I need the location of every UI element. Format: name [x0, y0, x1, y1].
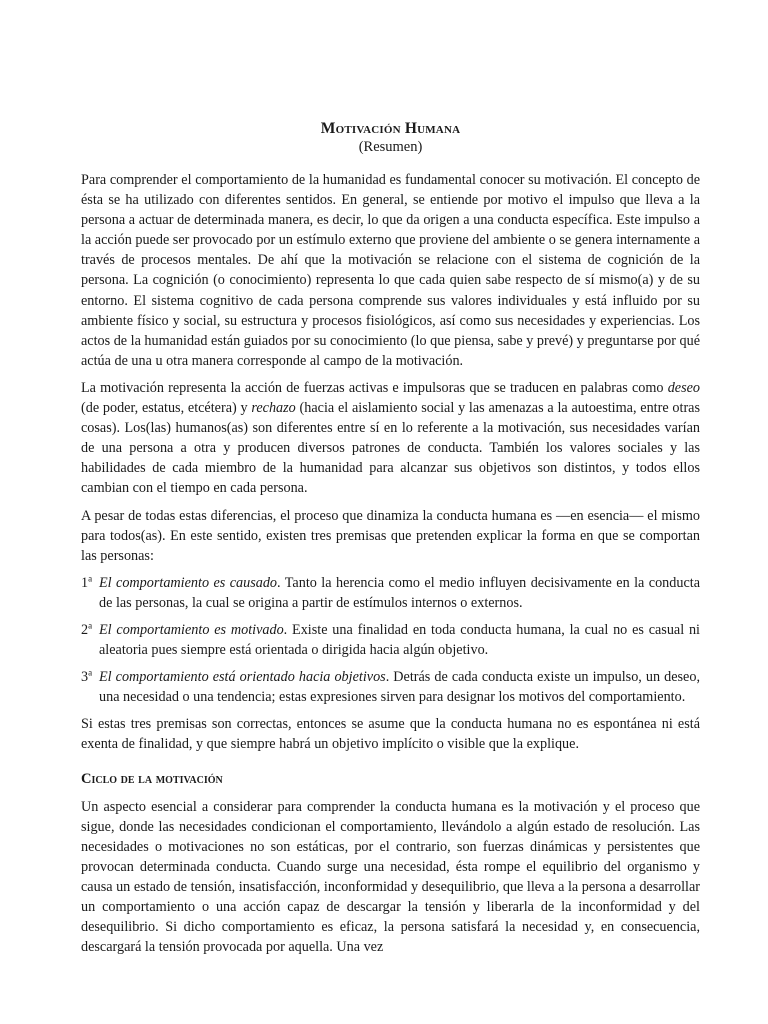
text-run: La motivación representa la acción de fuerzas activas e impulsoras que se traducen en palabras como: [81, 379, 668, 396]
premise-emphasis: El comportamiento está orientado hacia objetivos: [99, 669, 386, 686]
paragraph-forces: [81, 378, 700, 499]
premise-num-ordinal: a: [88, 667, 93, 678]
document-title: Motivación Humana: [320, 120, 461, 137]
text-run: (de poder, estatus, etcétera) y: [81, 400, 252, 417]
premise-emphasis: El comportamiento es causado: [99, 574, 278, 591]
paragraph-premises-intro: A pesar de todas estas diferencias, el proceso que dinamiza la conducta humana es —en esencia— el mismo para todos(as). En este sentido, existen tres premisas que pretenden explicar la forma en que se comportan las personas:: [81, 507, 700, 564]
premise-item-3: [81, 667, 700, 707]
premise-text: [99, 573, 700, 613]
premise-description: . Tanto la herencia como el medio influyen decisivamente en la conducta de las personas, la cual se origina a partir de estímulos internos o externos.: [99, 574, 700, 611]
emphasis-deseo: deseo: [667, 379, 700, 396]
premise-text: [99, 620, 700, 660]
premise-num-ordinal: a: [88, 620, 93, 631]
emphasis-rechazo: rechazo: [251, 400, 296, 417]
paragraph-conclusion: Si estas tres premisas son correctas, entonces se asume que la conducta humana no es espontánea ni está exenta de finalidad, y que siempre habrá un objetivo implícito o visible que la explique.: [81, 716, 700, 753]
premise-description: . Detrás de cada conducta existe un impulso, un deseo, una necesidad o una tendencia; estas expresiones sirven para designar los motivos del comportamiento.: [99, 669, 700, 706]
document-subtitle: (Resumen): [358, 139, 423, 155]
text-run: (hacia el aislamiento social y las amenazas a la autoestima, entre otras cosas). Los(las) humanos(as) son diferentes entre sí en lo referente a la motivación, sus necesidades varían de una persona a otra y producen diversos patrones de conducta. También los valores sociales y las habilidades de cada miembro de la humanidad para alcanzar sus objetivos son distintos, y todos ellos cambian con el tiempo en cada persona.: [81, 400, 700, 497]
premise-description: . Existe una finalidad en toda conducta humana, la cual no es casual ni aleatoria pues siempre está orientada o dirigida hacia algún objetivo.: [99, 621, 700, 659]
premise-num-ordinal: a: [88, 573, 93, 584]
premise-number: [81, 573, 99, 613]
paragraph-cycle: Un aspecto esencial a considerar para comprender la conducta humana es la motivación y el proceso que sigue, donde las necesidades condicionan el comportamiento, llevándolo a algún estado de resolución. Las necesidades o motivaciones no son estáticas, por el contrario, son fuerzas dinámicas y persistentes que provocan determinada conducta. Cuando surge una necesidad, ésta rompe el equilibrio del organismo y causa un estado de tensión, insatisfacción, inconformidad y desequilibrio, que lleva a la persona a desarrollar un comportamiento o una acción capaz de descargar la tensión y liberarla de la inconformidad y del desequilibrio. Si dicho comportamiento es eficaz, la persona satisfará la necesidad y, en consecuencia, descargará la tensión provocada por aquella. Una vez: [81, 798, 700, 956]
premise-num-digit: 2: [81, 621, 89, 638]
premise-item-1: [81, 573, 700, 613]
premise-number: [81, 620, 99, 660]
section-heading: Ciclo de la motivación: [81, 770, 223, 787]
premise-item-2: [81, 620, 700, 660]
premise-emphasis: El comportamiento es motivado: [99, 621, 284, 638]
premise-num-digit: 3: [81, 669, 89, 686]
premise-num-digit: 1: [81, 574, 89, 591]
document-body: [81, 120, 700, 964]
premise-number: [81, 667, 99, 707]
premise-text: [99, 667, 700, 707]
paragraph-intro: Para comprender el comportamiento de la humanidad es fundamental conocer su motivación. El concepto de ésta se ha utilizado con diferentes sentidos. En general, se entiende por motivo el impulso que lleva a la persona a actuar de determinada manera, es decir, lo que da origen a una conducta específica. Este impulso a la acción puede ser provocado por un estímulo externo que proviene del ambiente o se genera internamente a través de procesos mentales. De ahí que la motivación se relacione con el sistema de cognición de la persona. La cognición (o conocimiento) representa lo que cada quien sabe respecto de sí mismo(a) y de su entorno. El sistema cognitivo de cada persona comprende sus valores individuales y está influido por su ambiente físico y social, su estructura y procesos fisiológicos, así como sus necesidades y experiencias. Los actos de la humanidad están guiados por su conocimiento (lo que piensa, sabe y prevé) y preguntarse por qué actúa de una u otra manera corresponde al campo de la motivación.: [81, 172, 700, 369]
